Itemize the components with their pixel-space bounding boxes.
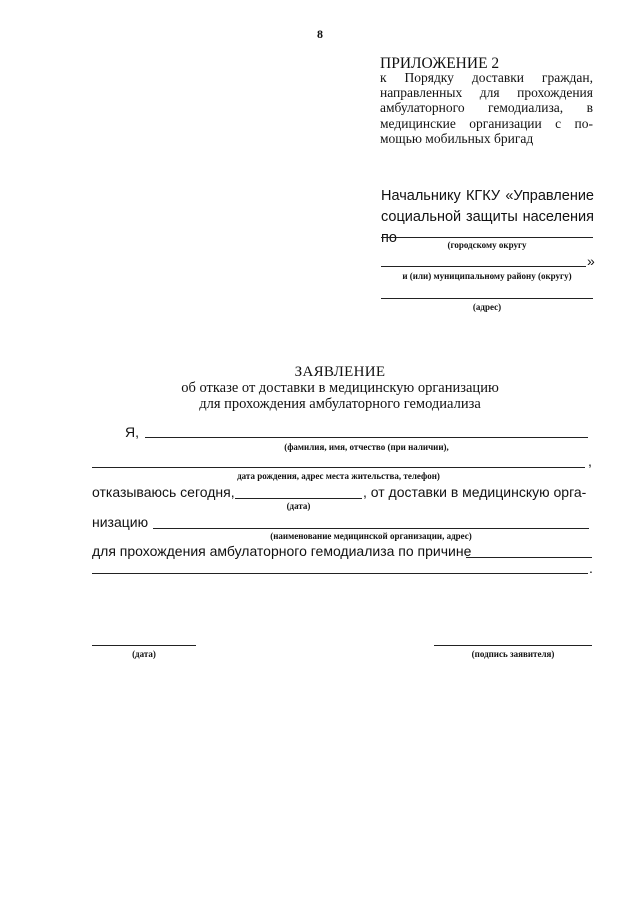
page-number: 8 [317, 27, 323, 41]
appendix-line: мощью мобильных бригад [380, 130, 534, 146]
statement-subtitle-2: для прохождения амбулаторного гемодиализа [199, 396, 481, 412]
sign-date-caption: (дата) [132, 649, 156, 659]
district-field[interactable] [381, 237, 593, 238]
full-name-caption: (фамилия, имя, отчество (при наличии), [284, 442, 449, 452]
statement-title: ЗАЯВЛЕНИЕ [294, 364, 386, 380]
sign-date-field[interactable] [92, 645, 196, 646]
appendix-text [380, 70, 593, 146]
reason-text: для прохождения амбулаторного гемодиализа по причине [92, 543, 472, 559]
address-caption: (адрес) [472, 302, 502, 312]
reason-field-continued[interactable] [92, 573, 588, 574]
addressee-line-1: Начальнику КГКУ «Управление [381, 188, 594, 204]
ya-label: Я, [125, 424, 139, 440]
appendix-line: направленных для прохождения [380, 85, 593, 101]
signature-caption: (подпись заявителя) [471, 649, 555, 659]
reason-field[interactable] [466, 557, 592, 558]
closing-quote: » [587, 253, 595, 269]
organization-field[interactable] [153, 528, 589, 529]
full-name-field[interactable] [145, 437, 588, 438]
municipality-caption: и (или) муниципальному району (округу) [402, 271, 572, 281]
refuse-text-b: , от доставки в медицинскую орга- [363, 484, 587, 500]
org-word: низацию [92, 514, 149, 530]
district-caption: (городскому округу [447, 240, 527, 250]
refusal-date-field[interactable] [235, 498, 362, 499]
period: . [589, 560, 593, 576]
municipality-field[interactable] [381, 266, 586, 267]
appendix-title: ПРИЛОЖЕНИЕ 2 [380, 55, 500, 72]
refuse-text-a: отказываюсь сегодня, [92, 484, 235, 500]
appendix-line: амбулаторного гемодиализа, в [380, 100, 593, 116]
statement-subtitle-1: об отказе от доставки в медицинскую организацию [181, 380, 499, 396]
refusal-date-caption: (дата) [286, 501, 311, 511]
organization-caption: (наименование медицинской организации, адрес) [270, 531, 472, 541]
address-field[interactable] [381, 298, 593, 299]
appendix-line: медицинские организации с по- [380, 115, 593, 131]
signature-field[interactable] [434, 645, 592, 646]
birth-address-field[interactable] [92, 467, 585, 468]
addressee-line-2: социальной защиты населения по [381, 209, 594, 246]
birth-address-caption: дата рождения, адрес места жительства, телефон) [237, 471, 440, 481]
comma: , [588, 453, 592, 469]
appendix-line: к Порядку доставки граждан, [380, 70, 593, 85]
